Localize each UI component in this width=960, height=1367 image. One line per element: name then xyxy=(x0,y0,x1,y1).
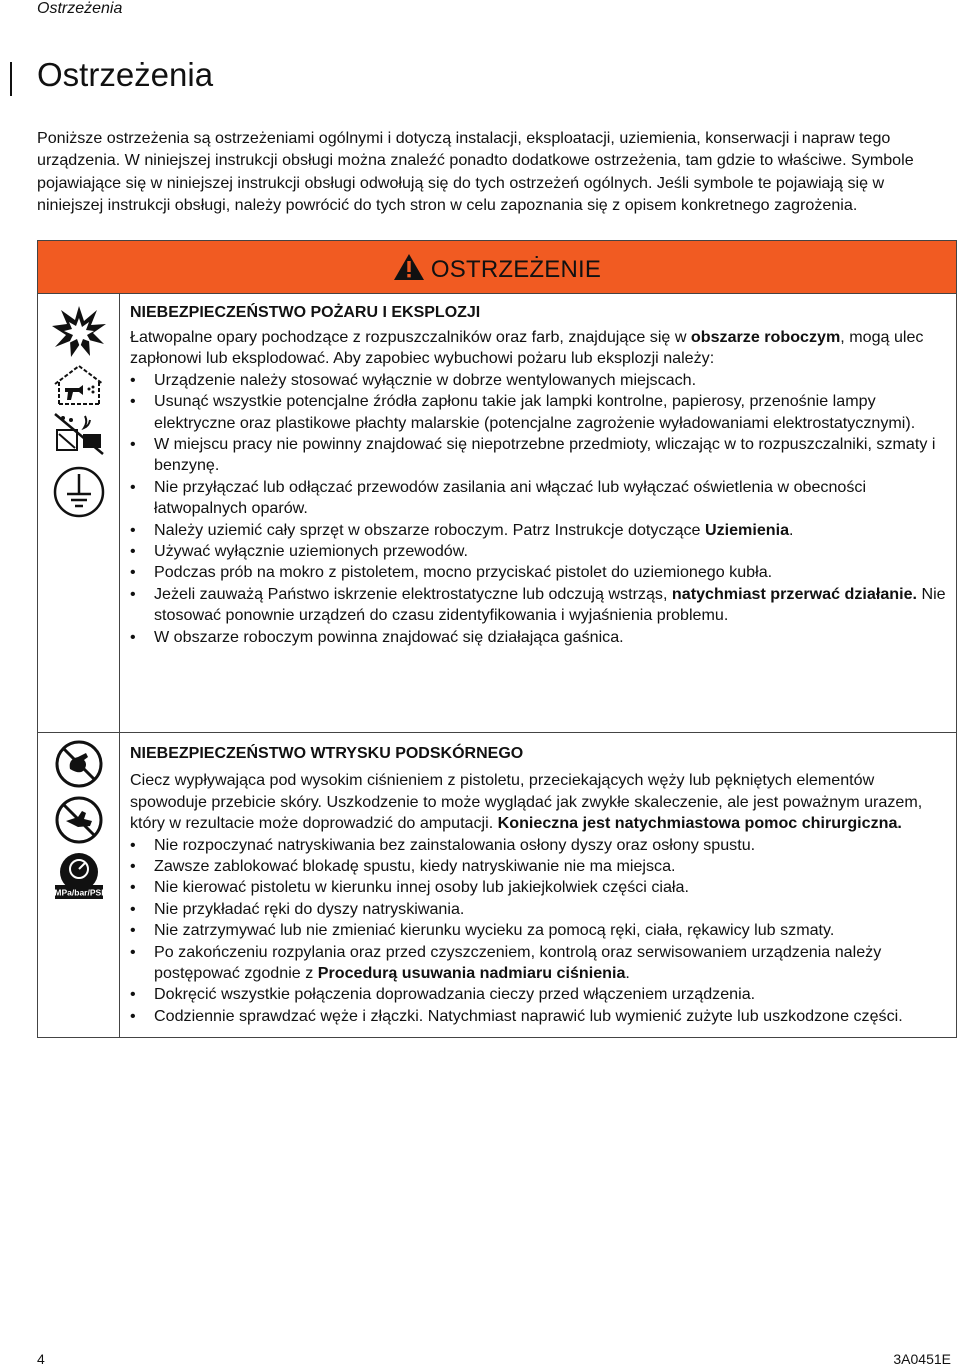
injection-hazard-body: Ciecz wypływająca pod wysokim ciśnieniem z pistoletu, przeciekających węży lub pękniętych elementów spowoduje przebicie skóry. Uszkodzenie to może wyglądać jak zwykłe skaleczenie, ale jest poważnym urazem, który w rezultacie może doprowadzić do amputacji. Konieczna jest natychmiastowa pomoc chirurgiczna. xyxy=(130,771,923,833)
list-item: • Nie przyłączać lub odłączać przewodów zasilania ani włączać lub wyłączać oświetlenia w obecności łatwopalnych oparów. xyxy=(130,477,946,520)
list-item: • Po zakończeniu rozpylania oraz przed czyszczeniem, kontrolą oraz serwisowaniem urządzenia należy postępować zgodnie z Procedurą usuwania nadmiaru ciśnienia. xyxy=(130,942,946,985)
list-item: • Podczas prób na mokro z pistoletem, mocno przyciskać pistolet do uziemionego kubła. xyxy=(130,562,946,583)
change-bar xyxy=(10,62,12,96)
list-item: • Używać wyłącznie uziemionych przewodów. xyxy=(130,541,946,562)
list-item: • Nie przykładać ręki do dyszy natryskiwania. xyxy=(130,899,946,920)
running-head: Ostrzeżenia xyxy=(37,0,123,17)
fire-hazard-text xyxy=(120,294,956,732)
page-title: Ostrzeżenia xyxy=(37,56,214,93)
page-number: 4 xyxy=(37,1351,45,1367)
list-item: • Zawsze zablokować blokadę spustu, kiedy natryskiwanie nie ma miejsca. xyxy=(130,856,946,877)
injection-hazard-title: NIEBEZPIECZEŃSTWO WTRYSKU PODSKÓRNEGO xyxy=(130,745,524,762)
injection-hazard-list xyxy=(130,835,946,1028)
list-item: • Codziennie sprawdzać węże i złączki. Natychmiast naprawić lub wymienić zużyte lub uszkodzone części. xyxy=(130,1006,946,1027)
document-id: 3A0451E xyxy=(893,1351,951,1367)
list-item: • Nie rozpoczynać natryskiwania bez zainstalowania osłony dyszy oraz osłony spustu. xyxy=(130,835,946,856)
explosion-icon xyxy=(51,304,107,358)
injection-hazard-icons xyxy=(38,733,120,1037)
fire-hazard-row xyxy=(38,294,956,732)
no-ignition-icon xyxy=(51,410,107,456)
no-hand-on-tip-icon xyxy=(54,795,104,845)
injection-hazard-text xyxy=(120,733,956,1037)
list-item: • Należy uziemić cały sprzęt w obszarze roboczym. Patrz Instrukcje dotyczące Uziemienia. xyxy=(130,520,946,541)
list-item: • Urządzenie należy stosować wyłącznie w dobrze wentylowanych miejscach. xyxy=(130,370,946,391)
fire-hazard-body: Łatwopalne opary pochodzące z rozpuszczalników oraz farb, znajdujące się w obszarze roboczym, mogą ulec zapłonowi lub eksplodować. Aby zapobiec wybuchowi pożaru lub eksplozji należy: xyxy=(130,328,924,368)
list-item: • Usunąć wszystkie potencjalne źródła zapłonu takie jak lampki kontrolne, papierosy, przenośnie lampy elektryczne oraz plastikowe płachty malarskie (potencjalne zagrożenie wyładowaniami elektrostatycznymi). xyxy=(130,391,946,434)
fire-hazard-icons xyxy=(38,294,120,732)
list-item: • Dokręcić wszystkie połączenia doprowadzania cieczy przed włączeniem urządzenia. xyxy=(130,984,946,1005)
warning-header xyxy=(38,241,956,294)
fire-hazard-title: NIEBEZPIECZEŃSTWO POŻARU I EKSPLOZJI xyxy=(130,304,481,321)
warning-header-label: OSTRZEŻENIE xyxy=(430,256,602,283)
pressure-units-label: MPa/bar/PSI xyxy=(53,887,104,898)
warning-triangle-icon xyxy=(393,253,425,281)
injection-hazard-row xyxy=(38,732,956,1037)
list-item: • Nie zatrzymywać lub nie zmieniać kierunku wycieku za pomocą ręki, ciała, rękawicy lub szmaty. xyxy=(130,920,946,941)
list-item: • Jeżeli zauważą Państwo iskrzenie elektrostatyczne lub odczują wstrząs, natychmiast przerwać działanie. Nie stosować ponownie urządzeń do czasu zidentyfikowania i wyjaśnienia problemu. xyxy=(130,584,946,627)
intro-paragraph: Poniższe ostrzeżenia są ostrzeżeniami ogólnymi i dotyczą instalacji, eksploatacji, uziemienia, konserwacji i napraw tego urządzenia. W niniejszej instrukcji obsługi można znaleźć ponadto dodatkowe ostrzeżenia, tam gdzie to właściwe. Symbole pojawiające się w niniejszej instrukcji obsługi odwołują się do tych ostrzeżeń ogólnych. Jeśli symbole te pojawiają się w niniejszej instrukcji obsługi, należy powrócić do tych stron w celu zapoznania się z opisem konkretnego zagrożenia. xyxy=(37,129,914,215)
spray-house-icon xyxy=(51,362,107,406)
pressure-icon xyxy=(52,851,106,901)
fire-hazard-list xyxy=(130,370,946,648)
warning-table xyxy=(37,240,957,1038)
no-hand-on-gun-icon xyxy=(54,739,104,789)
list-item: • Nie kierować pistoletu w kierunku innej osoby lub jakiejkolwiek części ciała. xyxy=(130,877,946,898)
list-item: • W obszarze roboczym powinna znajdować się działająca gaśnica. xyxy=(130,627,946,648)
list-item: • W miejscu pracy nie powinny znajdować się niepotrzebne przedmioty, wliczając w to rozpuszczalniki, szmaty i benzynę. xyxy=(130,434,946,477)
ground-icon xyxy=(51,464,107,520)
